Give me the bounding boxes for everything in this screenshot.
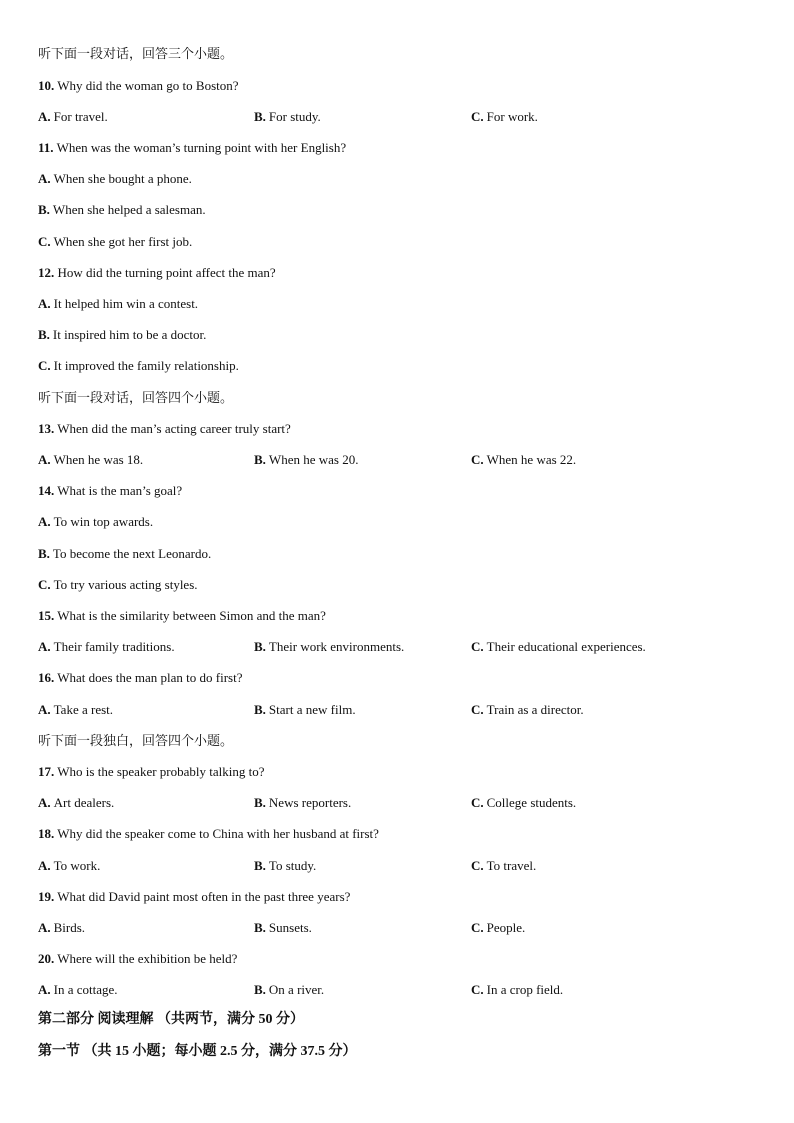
option-letter: C. bbox=[471, 639, 484, 654]
option-text: When he was 20. bbox=[268, 452, 359, 467]
option-19-c bbox=[471, 920, 525, 936]
option-letter: C. bbox=[471, 702, 484, 717]
option-letter: B. bbox=[254, 982, 266, 997]
option-letter: B. bbox=[254, 109, 266, 124]
question-number: 14. bbox=[38, 483, 55, 498]
option-15-c bbox=[471, 639, 646, 655]
question-15 bbox=[38, 608, 326, 624]
option-text: When he was 18. bbox=[53, 452, 144, 467]
option-letter: B. bbox=[38, 202, 50, 217]
option-text: For study. bbox=[268, 109, 321, 124]
option-letter: A. bbox=[38, 514, 51, 529]
option-letter: B. bbox=[38, 327, 50, 342]
option-text: For work. bbox=[486, 109, 538, 124]
option-text: To win top awards. bbox=[53, 514, 154, 529]
option-text: Train as a director. bbox=[486, 702, 584, 717]
part-two-title: 第二部分 阅读理解 （共两节，满分 50 分） bbox=[38, 1012, 304, 1027]
option-text: To become the next Leonardo. bbox=[52, 546, 212, 561]
question-text: Why did the woman go to Boston? bbox=[57, 78, 239, 93]
option-13-a bbox=[38, 452, 143, 468]
option-14-a bbox=[38, 514, 153, 530]
option-text: When she got her first job. bbox=[53, 234, 193, 249]
option-17-b bbox=[254, 795, 351, 811]
monologue-intro: 听下面一段独白，回答四个小题。 bbox=[38, 733, 234, 748]
question-text: Where will the exhibition be held? bbox=[57, 951, 238, 966]
option-15-a bbox=[38, 639, 175, 655]
option-18-a bbox=[38, 858, 100, 874]
question-text: What is the similarity between Simon and the man? bbox=[57, 608, 326, 623]
option-letter: B. bbox=[254, 452, 266, 467]
option-text: It improved the family relationship. bbox=[53, 358, 239, 373]
option-text: When she bought a phone. bbox=[53, 171, 192, 186]
option-text: Their family traditions. bbox=[53, 639, 175, 654]
option-text: College students. bbox=[486, 795, 577, 810]
option-letter: A. bbox=[38, 452, 51, 467]
option-text: When she helped a salesman. bbox=[52, 202, 206, 217]
question-text: How did the turning point affect the man? bbox=[57, 265, 276, 280]
option-letter: C. bbox=[471, 858, 484, 873]
option-letter: A. bbox=[38, 920, 51, 935]
dialogue-intro-three: 听下面一段对话，回答三个小题。 bbox=[38, 46, 234, 61]
option-letter: C. bbox=[38, 234, 51, 249]
option-11-b bbox=[38, 202, 206, 218]
question-10 bbox=[38, 78, 239, 94]
option-text: Their work environments. bbox=[268, 639, 405, 654]
option-letter: A. bbox=[38, 702, 51, 717]
option-text: News reporters. bbox=[268, 795, 352, 810]
option-text: Art dealers. bbox=[53, 795, 115, 810]
question-number: 19. bbox=[38, 889, 55, 904]
question-12 bbox=[38, 265, 276, 281]
option-text: Their educational experiences. bbox=[486, 639, 646, 654]
option-letter: C. bbox=[471, 452, 484, 467]
option-12-a bbox=[38, 296, 198, 312]
question-14 bbox=[38, 483, 182, 499]
option-17-a bbox=[38, 795, 114, 811]
question-number: 15. bbox=[38, 608, 55, 623]
option-16-c bbox=[471, 702, 584, 718]
option-11-c bbox=[38, 234, 192, 250]
question-20 bbox=[38, 951, 237, 967]
option-20-c bbox=[471, 982, 563, 998]
question-text: Why did the speaker come to China with her husband at first? bbox=[57, 826, 379, 841]
option-letter: B. bbox=[254, 702, 266, 717]
option-12-c bbox=[38, 358, 239, 374]
option-letter: A. bbox=[38, 296, 51, 311]
option-11-a bbox=[38, 171, 192, 187]
option-18-c bbox=[471, 858, 536, 874]
option-16-b bbox=[254, 702, 356, 718]
question-number: 12. bbox=[38, 265, 55, 280]
question-number: 11. bbox=[38, 140, 54, 155]
option-20-b bbox=[254, 982, 324, 998]
option-text: On a river. bbox=[268, 982, 325, 997]
option-text: For travel. bbox=[53, 109, 108, 124]
option-13-c bbox=[471, 452, 576, 468]
question-text: What did David paint most often in the past three years? bbox=[57, 889, 351, 904]
option-10-a bbox=[38, 109, 108, 125]
section-one-title: 第一节 （共 15 小题；每小题 2.5 分，满分 37.5 分） bbox=[38, 1044, 357, 1059]
option-text: Start a new film. bbox=[268, 702, 356, 717]
question-text: When was the woman’s turning point with her English? bbox=[56, 140, 347, 155]
option-letter: B. bbox=[38, 546, 50, 561]
option-20-a bbox=[38, 982, 118, 998]
option-letter: C. bbox=[471, 920, 484, 935]
option-15-b bbox=[254, 639, 404, 655]
option-letter: A. bbox=[38, 171, 51, 186]
question-number: 17. bbox=[38, 764, 55, 779]
option-letter: B. bbox=[254, 795, 266, 810]
option-letter: C. bbox=[471, 109, 484, 124]
option-text: It helped him win a contest. bbox=[53, 296, 199, 311]
question-text: When did the man’s acting career truly start? bbox=[57, 421, 291, 436]
option-letter: A. bbox=[38, 982, 51, 997]
option-text: People. bbox=[486, 920, 526, 935]
option-text: It inspired him to be a doctor. bbox=[52, 327, 207, 342]
question-number: 10. bbox=[38, 78, 55, 93]
option-13-b bbox=[254, 452, 358, 468]
option-10-c bbox=[471, 109, 538, 125]
option-text: To try various acting styles. bbox=[53, 577, 198, 592]
option-letter: C. bbox=[38, 358, 51, 373]
option-text: When he was 22. bbox=[486, 452, 577, 467]
option-14-b bbox=[38, 546, 211, 562]
option-letter: A. bbox=[38, 795, 51, 810]
option-14-c bbox=[38, 577, 198, 593]
question-19 bbox=[38, 889, 350, 905]
option-19-a bbox=[38, 920, 85, 936]
option-letter: A. bbox=[38, 109, 51, 124]
option-text: To study. bbox=[268, 858, 317, 873]
option-10-b bbox=[254, 109, 321, 125]
option-text: Sunsets. bbox=[268, 920, 312, 935]
option-letter: B. bbox=[254, 639, 266, 654]
option-18-b bbox=[254, 858, 316, 874]
option-letter: C. bbox=[471, 795, 484, 810]
option-letter: C. bbox=[471, 982, 484, 997]
option-letter: C. bbox=[38, 577, 51, 592]
option-text: Birds. bbox=[53, 920, 86, 935]
option-letter: B. bbox=[254, 920, 266, 935]
question-number: 16. bbox=[38, 670, 55, 685]
option-text: To work. bbox=[53, 858, 101, 873]
option-text: To travel. bbox=[486, 858, 537, 873]
option-19-b bbox=[254, 920, 312, 936]
question-text: What is the man’s goal? bbox=[57, 483, 183, 498]
question-16 bbox=[38, 670, 242, 686]
option-17-c bbox=[471, 795, 576, 811]
option-text: In a crop field. bbox=[486, 982, 564, 997]
option-text: In a cottage. bbox=[53, 982, 118, 997]
question-number: 20. bbox=[38, 951, 55, 966]
question-18 bbox=[38, 826, 379, 842]
option-letter: A. bbox=[38, 858, 51, 873]
option-12-b bbox=[38, 327, 206, 343]
question-13 bbox=[38, 421, 291, 437]
option-text: Take a rest. bbox=[53, 702, 114, 717]
question-text: What does the man plan to do first? bbox=[57, 670, 243, 685]
option-letter: A. bbox=[38, 639, 51, 654]
option-16-a bbox=[38, 702, 113, 718]
question-text: Who is the speaker probably talking to? bbox=[57, 764, 265, 779]
question-number: 13. bbox=[38, 421, 55, 436]
question-11 bbox=[38, 140, 346, 156]
option-letter: B. bbox=[254, 858, 266, 873]
dialogue-intro-four: 听下面一段对话，回答四个小题。 bbox=[38, 390, 234, 405]
question-number: 18. bbox=[38, 826, 55, 841]
question-17 bbox=[38, 764, 265, 780]
